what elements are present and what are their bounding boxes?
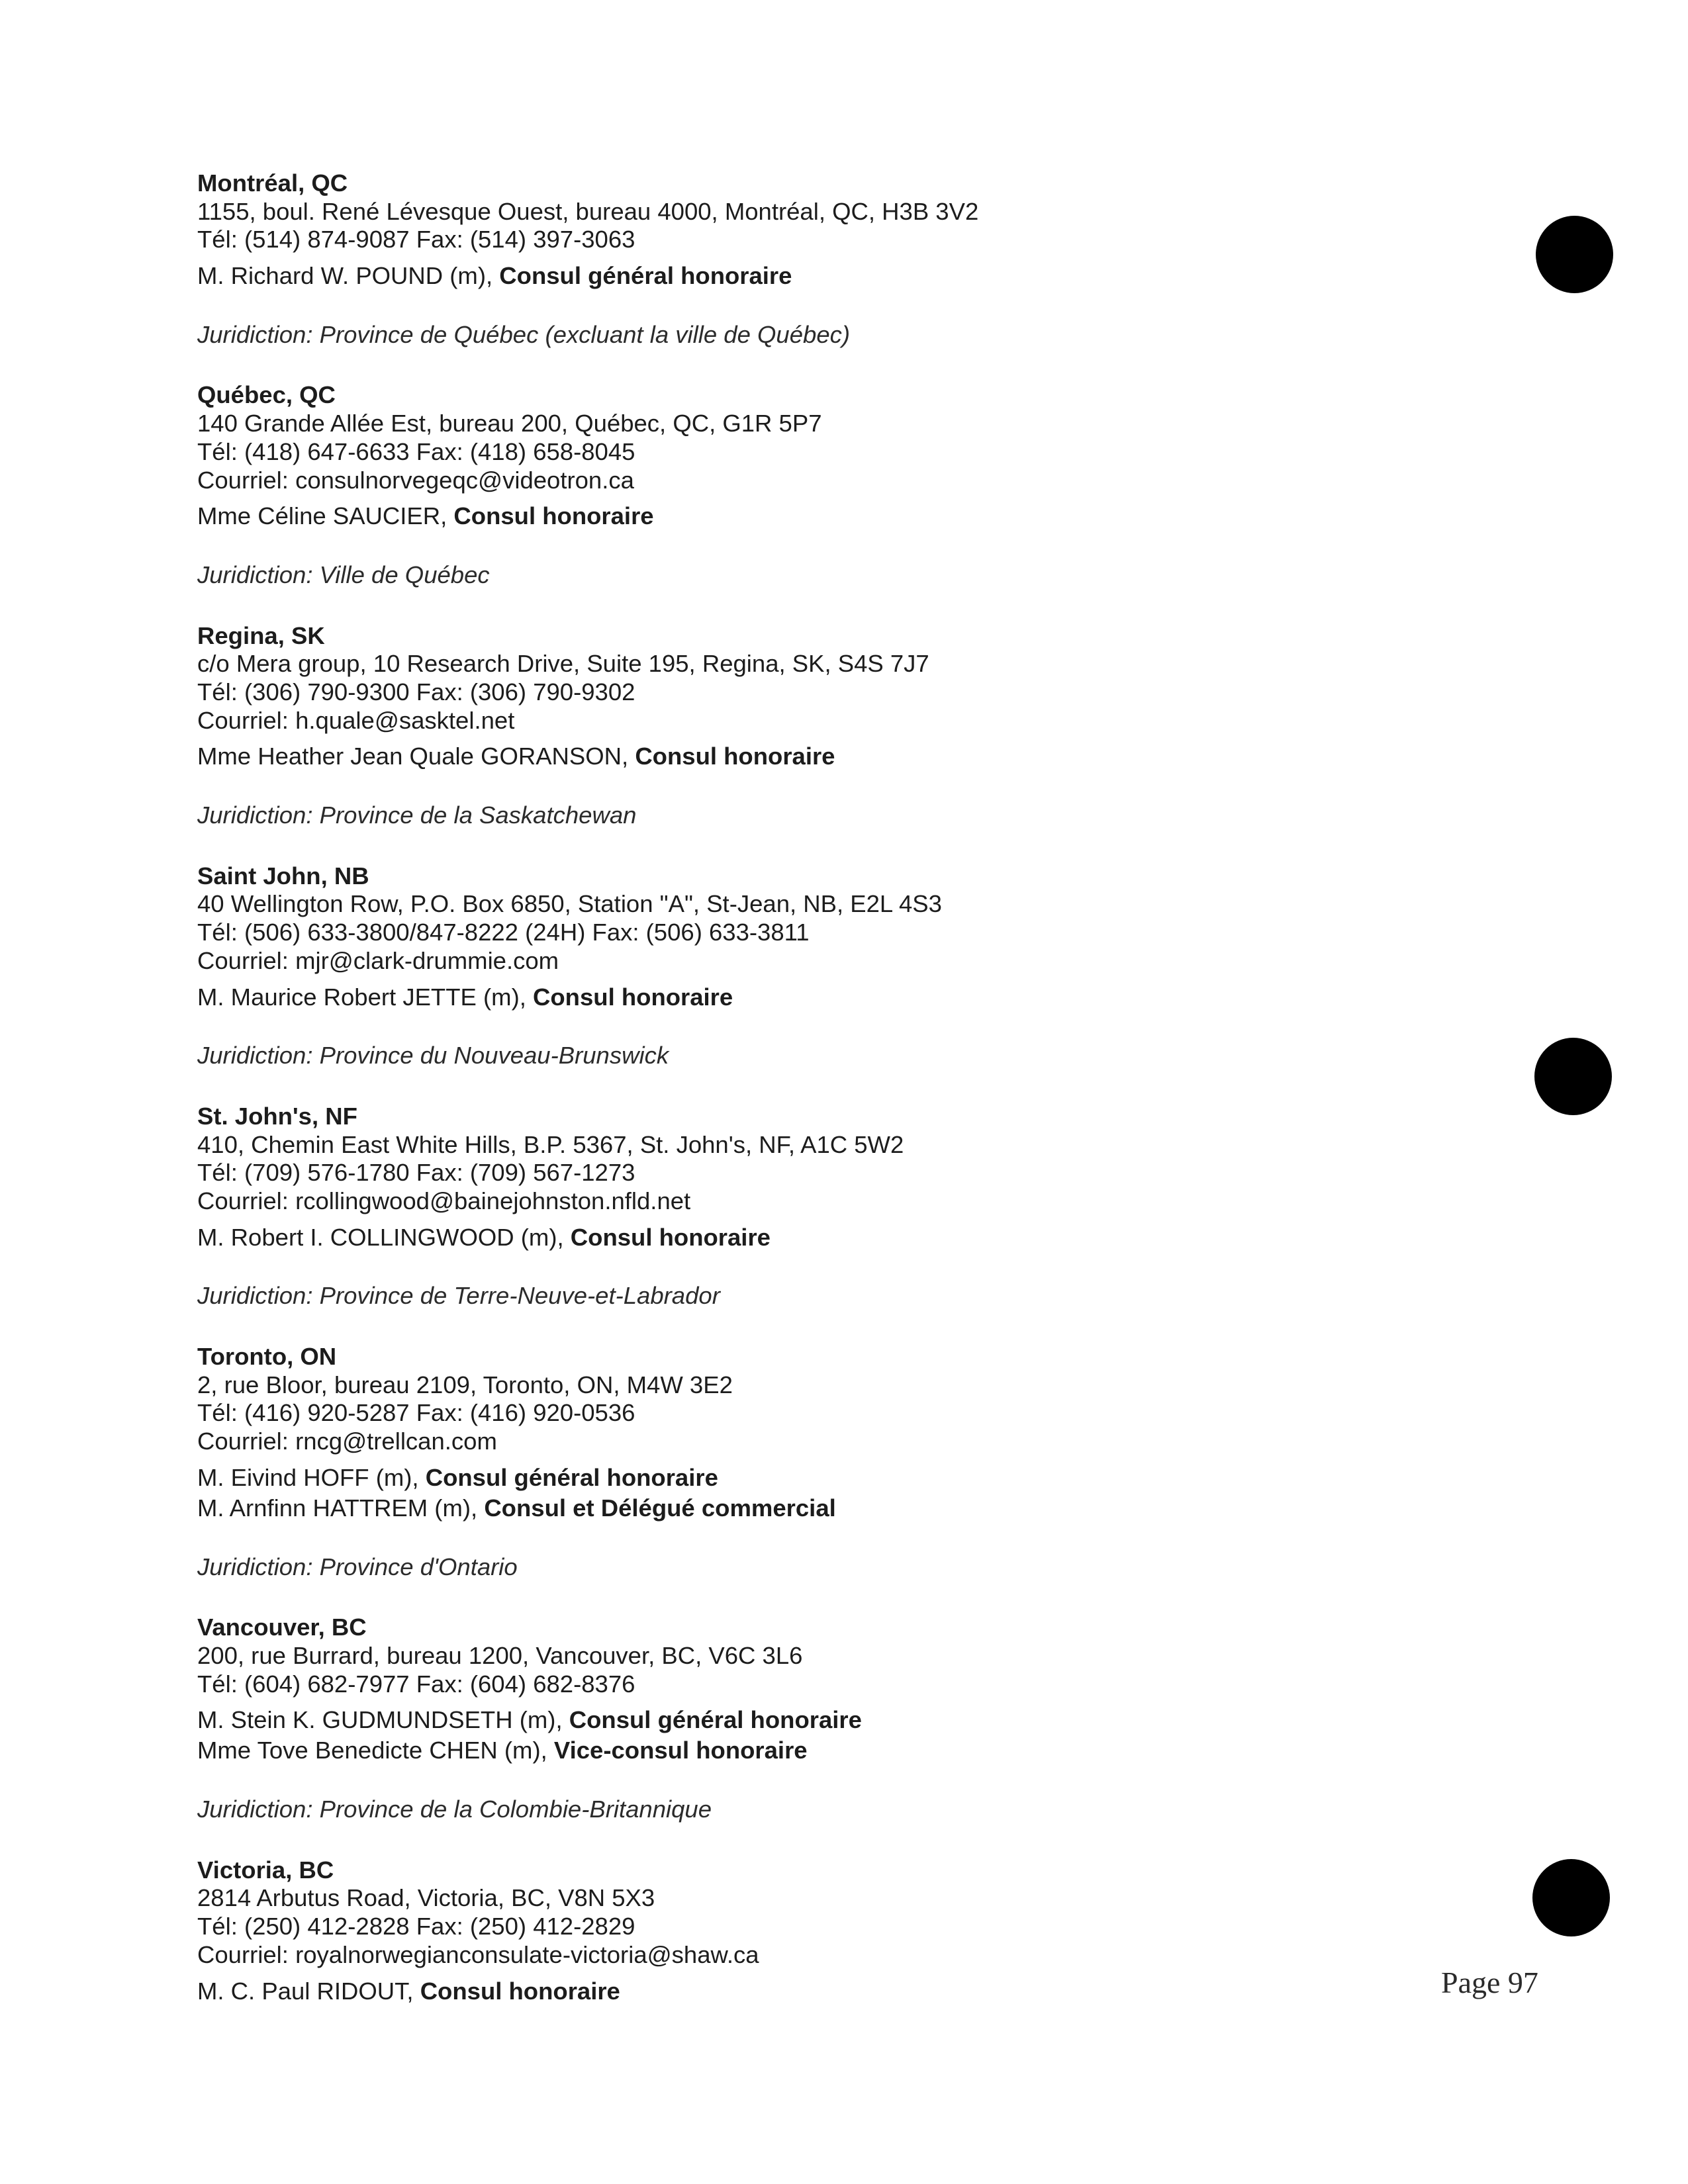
email: Courriel: h.quale@sasktel.net <box>197 706 515 734</box>
official-title: Consul honoraire <box>635 743 835 770</box>
official-title: Consul honoraire <box>420 1977 620 2005</box>
consulate-entry-toronto <box>197 1343 1455 1581</box>
phone-fax: Tél: (709) 576-1780 Fax: (709) 567-1273 <box>197 1159 635 1187</box>
official-title: Consul et Délégué commercial <box>484 1494 836 1522</box>
official-name: M. C. Paul RIDOUT, <box>197 1977 414 2005</box>
address: 140 Grande Allée Est, bureau 200, Québec, QC, G1R 5P7 <box>197 410 822 437</box>
official-name: Mme Heather Jean Quale GORANSON, <box>197 743 629 770</box>
jurisdiction: Juridiction: Province du Nouveau-Brunswick <box>197 1042 669 1069</box>
phone-fax: Tél: (514) 874-9087 Fax: (514) 397-3063 <box>197 226 635 253</box>
hole-punch <box>1534 1038 1612 1115</box>
official-name: M. Maurice Robert JETTE (m), <box>197 983 526 1011</box>
phone-fax: Tél: (418) 647-6633 Fax: (418) 658-8045 <box>197 437 635 465</box>
official-title: Consul général honoraire <box>425 1463 718 1491</box>
city-heading: St. John's, NF <box>197 1102 357 1130</box>
document-body <box>197 169 1455 2007</box>
address: c/o Mera group, 10 Research Drive, Suite 195, Regina, SK, S4S 7J7 <box>197 650 929 678</box>
city-heading: Québec, QC <box>197 381 336 409</box>
address: 2814 Arbutus Road, Victoria, BC, V8N 5X3 <box>197 1884 655 1912</box>
official-title: Consul honoraire <box>570 1223 771 1251</box>
official <box>197 1976 1455 2007</box>
official-name: Mme Tove Benedicte CHEN (m), <box>197 1737 547 1764</box>
city-heading: Toronto, ON <box>197 1343 337 1371</box>
official <box>197 741 1455 772</box>
jurisdiction: Juridiction: Province de Québec (excluant la ville de Québec) <box>197 320 851 348</box>
official-title: Consul général honoraire <box>569 1706 862 1734</box>
official <box>197 261 1455 291</box>
hole-punch <box>1536 216 1613 293</box>
jurisdiction: Juridiction: Province de la Saskatchewan <box>197 801 637 829</box>
city-heading: Saint John, NB <box>197 862 369 889</box>
official <box>197 1705 1455 1735</box>
email: Courriel: mjr@clark-drummie.com <box>197 946 559 974</box>
phone-fax: Tél: (506) 633-3800/847-8222 (24H) Fax: (506) 633-3811 <box>197 919 810 946</box>
consulate-entry-vancouver <box>197 1614 1455 1823</box>
jurisdiction: Juridiction: Province de Terre-Neuve-et-Labrador <box>197 1282 720 1310</box>
official <box>197 501 1455 531</box>
jurisdiction: Juridiction: Province d'Ontario <box>197 1553 518 1580</box>
address: 2, rue Bloor, bureau 2109, Toronto, ON, M4W 3E2 <box>197 1371 733 1398</box>
official-title: Vice-consul honoraire <box>553 1737 808 1764</box>
official-title: Consul honoraire <box>453 502 654 530</box>
page-number: Page 97 <box>1441 1966 1538 1999</box>
official <box>197 1463 1455 1493</box>
phone-fax: Tél: (604) 682-7977 Fax: (604) 682-8376 <box>197 1670 635 1698</box>
email: Courriel: consulnorvegeqc@videotron.ca <box>197 466 634 494</box>
consulate-entry-st-johns <box>197 1103 1455 1310</box>
phone-fax: Tél: (250) 412-2828 Fax: (250) 412-2829 <box>197 1913 635 1940</box>
email: Courriel: rcollingwood@bainejohnston.nfld.net <box>197 1187 691 1215</box>
address: 410, Chemin East White Hills, B.P. 5367, St. John's, NF, A1C 5W2 <box>197 1130 904 1158</box>
jurisdiction: Juridiction: Ville de Québec <box>197 561 490 588</box>
official <box>197 982 1455 1013</box>
official-name: M. Stein K. GUDMUNDSETH (m), <box>197 1706 563 1734</box>
official <box>197 1493 1455 1524</box>
official-name: Mme Céline SAUCIER, <box>197 502 447 530</box>
consulate-entry-saint-john <box>197 862 1455 1070</box>
official-name: M. Robert I. COLLINGWOOD (m), <box>197 1223 564 1251</box>
city-heading: Regina, SK <box>197 621 325 649</box>
email: Courriel: rncg@trellcan.com <box>197 1428 497 1455</box>
address: 40 Wellington Row, P.O. Box 6850, Station "A", St-Jean, NB, E2L 4S3 <box>197 890 942 918</box>
address: 200, rue Burrard, bureau 1200, Vancouver, BC, V6C 3L6 <box>197 1641 803 1669</box>
consulate-entry-montreal <box>197 169 1455 349</box>
official-name: M. Eivind HOFF (m), <box>197 1463 419 1491</box>
email: Courriel: royalnorwegianconsulate-victoria@shaw.ca <box>197 1940 759 1968</box>
official-name: M. Arnfinn HATTREM (m), <box>197 1494 478 1522</box>
city-heading: Vancouver, BC <box>197 1614 367 1641</box>
official-title: Consul honoraire <box>533 983 733 1011</box>
official-name: M. Richard W. POUND (m), <box>197 262 493 290</box>
phone-fax: Tél: (306) 790-9300 Fax: (306) 790-9302 <box>197 678 635 706</box>
jurisdiction: Juridiction: Province de la Colombie-Britannique <box>197 1795 712 1823</box>
consulate-entry-victoria <box>197 1856 1455 2007</box>
city-heading: Montréal, QC <box>197 169 348 197</box>
phone-fax: Tél: (416) 920-5287 Fax: (416) 920-0536 <box>197 1399 635 1427</box>
address: 1155, boul. René Lévesque Ouest, bureau 4000, Montréal, QC, H3B 3V2 <box>197 197 979 225</box>
official <box>197 1735 1455 1766</box>
consulate-entry-quebec <box>197 381 1455 589</box>
hole-punch <box>1532 1859 1610 1936</box>
city-heading: Victoria, BC <box>197 1856 334 1884</box>
official-title: Consul général honoraire <box>499 262 792 290</box>
official <box>197 1222 1455 1253</box>
consulate-entry-regina <box>197 622 1455 830</box>
